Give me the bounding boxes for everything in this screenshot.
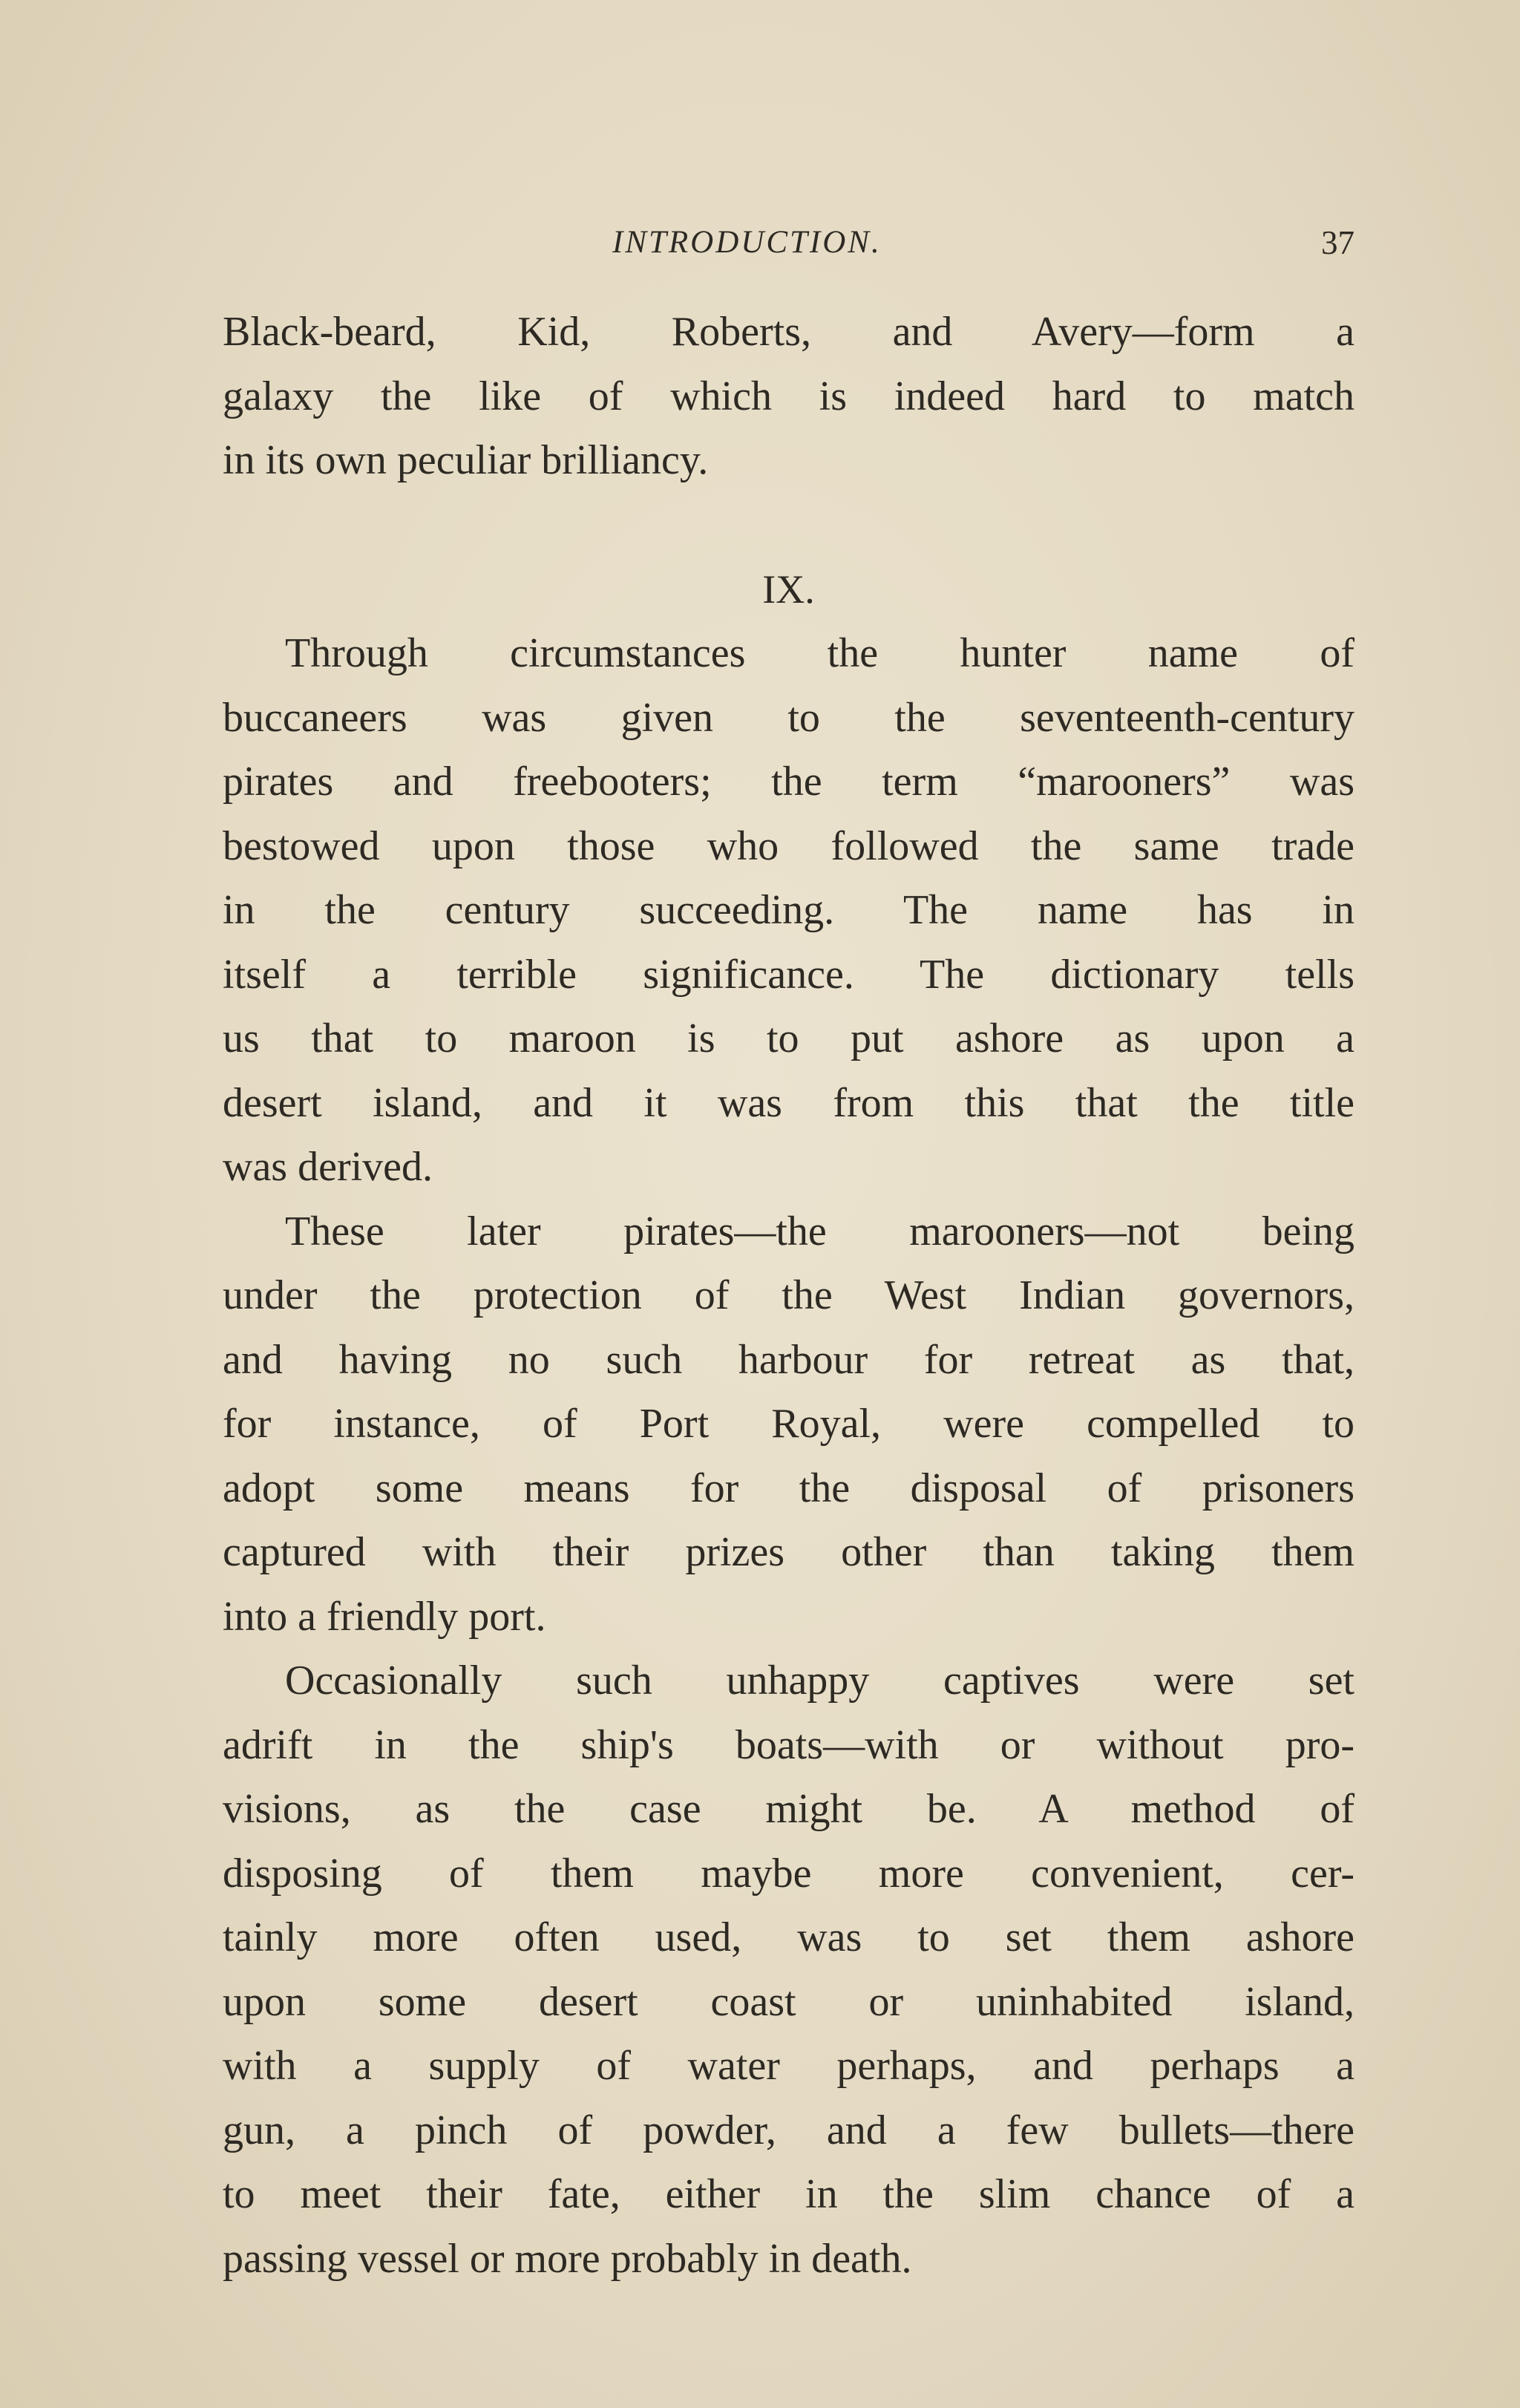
section-heading: IX. <box>762 566 815 612</box>
text-line: buccaneers was given to the seventeenth-century <box>223 694 1354 741</box>
text-line: bestowed upon those who followed the same trade <box>223 822 1354 869</box>
text-line: us that to maroon is to put ashore as upon a <box>223 1015 1354 1061</box>
text-line: tainly more often used, was to set them ashore <box>223 1914 1354 1960</box>
text-line: under the protection of the West Indian governors, <box>223 1272 1354 1318</box>
text-line: Through circumstances the hunter name of <box>285 630 1354 676</box>
text-line: into a friendly port. <box>223 1593 546 1640</box>
text-line: was derived. <box>223 1144 433 1190</box>
text-line: pirates and freebooters; the term “marooners” was <box>223 759 1354 805</box>
page-number: 37 <box>1321 224 1354 261</box>
text-line: gun, a pinch of powder, and a few bullets—there <box>223 2107 1354 2153</box>
text-line: captured with their prizes other than taking them <box>223 1529 1354 1575</box>
paragraph <box>223 1649 1354 2291</box>
text-line: Black-beard, Kid, Roberts, and Avery—form a <box>223 309 1354 355</box>
text-line: galaxy the like of which is indeed hard to match <box>223 373 1354 419</box>
text-line: in the century succeeding. The name has in <box>223 887 1354 933</box>
body-text <box>223 300 1354 2291</box>
text-line: itself a terrible significance. The dictionary tells <box>223 951 1354 998</box>
text-line: with a supply of water perhaps, and perhaps a <box>223 2043 1354 2089</box>
text-line: to meet their fate, either in the slim chance of a <box>223 2171 1354 2217</box>
spacer <box>223 493 1354 557</box>
text-line: in its own peculiar brilliancy. <box>223 437 709 483</box>
text-line: disposing of them maybe more convenient, cer- <box>223 1850 1354 1897</box>
text-line: passing vessel or more probably in death. <box>223 2235 912 2282</box>
text-line: adrift in the ship's boats—with or without pro- <box>223 1721 1354 1768</box>
text-line: visions, as the case might be. A method of <box>223 1786 1354 1832</box>
paragraph <box>223 1200 1354 1649</box>
paragraph <box>223 621 1354 1200</box>
text-line: Occasionally such unhappy captives were set <box>285 1658 1354 1704</box>
text-line: adopt some means for the disposal of prisoners <box>223 1465 1354 1511</box>
text-line: These later pirates—the marooners—not being <box>285 1208 1354 1254</box>
text-line: upon some desert coast or uninhabited island, <box>223 1978 1354 2025</box>
running-head: INTRODUCTION. <box>612 225 882 260</box>
continuation-paragraph <box>223 300 1354 493</box>
text-line: and having no such harbour for retreat as that, <box>223 1336 1354 1383</box>
text-line: for instance, of Port Royal, were compelled to <box>223 1401 1354 1447</box>
page-header <box>223 217 1354 269</box>
text-line: desert island, and it was from this that the title <box>223 1079 1354 1126</box>
